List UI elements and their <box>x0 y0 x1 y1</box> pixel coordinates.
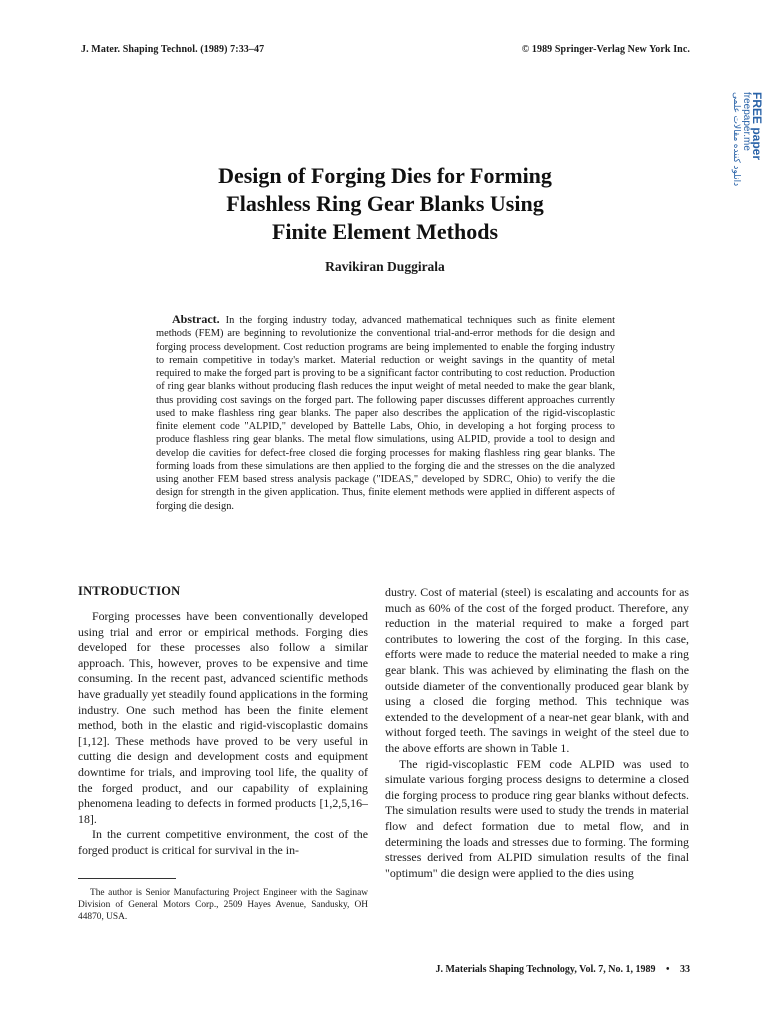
running-header-right: © 1989 Springer-Verlag New York Inc. <box>521 44 690 55</box>
body-paragraph: In the current competitive environment, the cost of the forged product is critical for survival in the in- <box>78 827 368 857</box>
body-paragraph: dustry. Cost of material (steel) is escalating and accounts for as much as 60% of the cost of the forged product. Therefore, any reduction in the material required to make a forged part contributes to lowering the cost of the forging. In this case, efforts were made to reduce the material needed to make a ring gear blank. This was achieved by eliminating the flash on the outside diameter of the conventionally produced gear blank by using a closed die forging method. This technique was extended to the development of a near-net gear blank, with and without forged teeth. The savings in weight of the steel due to the above efforts are shown in Table 1. <box>385 585 689 755</box>
footnote-divider <box>78 878 176 879</box>
watermark-site-text: freepaper.me <box>741 92 752 151</box>
abstract-text: In the forging industry today, advanced mathematical techniques such as finite element methods (FEM) are beginning to revolutionize the conventional trial-and-error methods for die design and forging process development. Cost reduction programs are being implemented to enable the forging industry to remain competitive in today's market. Material reduction or weight savings in the quantity of metal required to make the forged part is proving to be a significant factor contributing to cost reduction. Production of ring gear blanks without producing flash reduces the input weight of metal needed to make the gear blank, thus providing cost savings on the forged part. The following paper discusses different approaches currently used to make flashless ring gear blanks. The paper also describes the application of the rigid-viscoplastic finite element code "ALPID," developed by Battelle Labs, Ohio, in developing a hot forging process to produce flashless ring gear blanks. The metal flow simulations, using ALPID, provide a tool to design and develop die cavities for defect-free closed die forging processes for making flashless ring gear blanks. The forming loads from these simulations are then applied to the forging die and the stresses on the die analyzed using another FEM based stress analysis package ("IDEAS," developed by SDRC, Ohio) to verify the die design for strength in the given application. Thus, finite element methods were applied in different aspects of forging die design. <box>156 315 615 512</box>
freepaper-watermark[interactable] <box>732 92 762 232</box>
footer-separator: • <box>665 964 670 975</box>
title-line-3: Finite Element Methods <box>271 219 499 244</box>
watermark-brand-text: FREE paper <box>750 92 764 161</box>
title-line-2: Flashless Ring Gear Blanks Using <box>226 191 544 216</box>
section-heading-introduction: INTRODUCTION <box>78 584 181 598</box>
footer-journal: J. Materials Shaping Technology, Vol. 7, No. 1, 1989 <box>435 964 656 975</box>
title-line-1: Design of Forging Dies for Forming <box>218 163 552 188</box>
abstract-label: Abstract. <box>172 312 220 326</box>
running-header-left: J. Mater. Shaping Technol. (1989) 7:33–47 <box>81 44 265 55</box>
body-paragraph: Forging processes have been conventionally developed using trial and error or empirical methods. Forging dies developed for these processes also follow a similar approach. This, however, proves to be expensive and time consuming. In the recent past, advanced scientific methods have gradually yet steadily found applications in the forming industry. One such method has been the finite element method, both in the elastic and rigid-viscoplastic domains [1,12]. These methods have proved to be very useful in cutting die design and development costs and equipment downtime for trials, and improving tool life, the quality of the forged product, and our capability of explaining phenomena leading to defects in formed products [1,2,5,16–18]. <box>78 609 368 826</box>
left-column <box>78 584 368 859</box>
watermark-persian-text: دانلود کننده مقالات علمی <box>732 92 742 187</box>
page-footer <box>435 964 690 975</box>
author-footnote: The author is Senior Manufacturing Project Engineer with the Saginaw Division of General Motors Corp., 2509 Hayes Avenue, Sandusky, OH 44870, USA. <box>78 888 368 922</box>
abstract <box>156 313 615 513</box>
author-name: Ravikiran Duggirala <box>325 259 445 274</box>
right-column <box>385 585 689 881</box>
paper-title <box>150 162 620 246</box>
body-paragraph: The rigid-viscoplastic FEM code ALPID was used to simulate various forging process designs to determine a closed die forging process to produce ring gear blanks without defects. The simulation results were used to study the trends in material flow and defect formation due to metal flow, and in determining the loads and stresses due to forming. The forming stresses derived from ALPID simulation results of the final "optimum" die design were applied to the dies using <box>385 756 689 880</box>
page-number: 33 <box>680 964 690 975</box>
